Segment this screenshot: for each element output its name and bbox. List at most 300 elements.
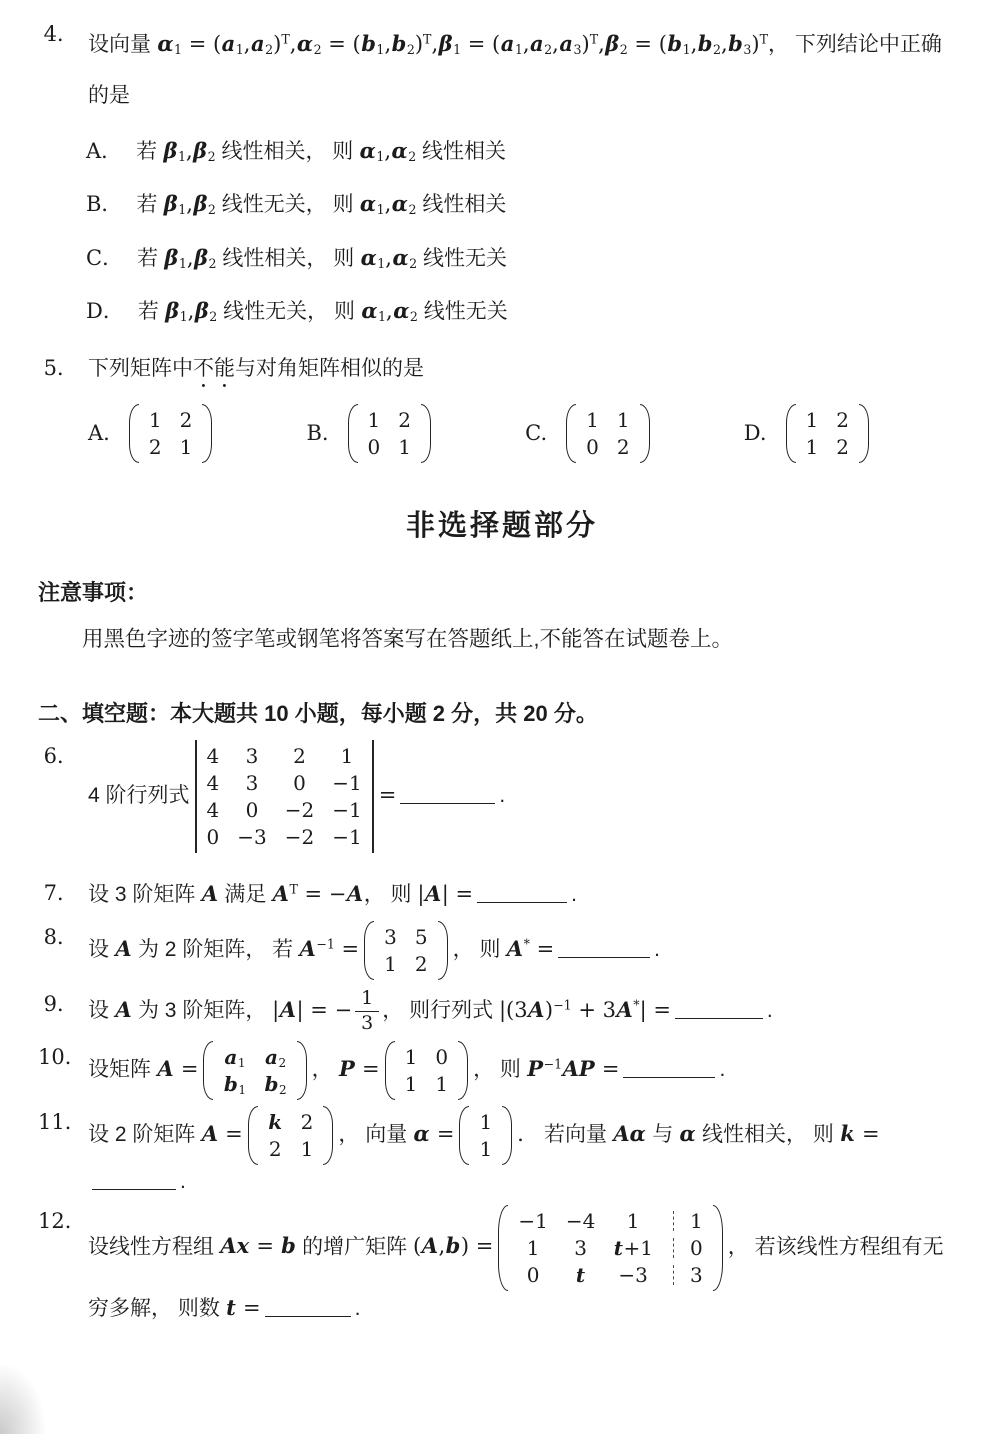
math-variable: t: [226, 1294, 236, 1320]
subscript: 2: [619, 42, 628, 58]
matrix-grid: [796, 404, 859, 463]
subscript: 2: [313, 42, 322, 58]
matrix-grid: [197, 740, 372, 853]
matrix-cell: [268, 1109, 283, 1134]
math-variable: Ax: [220, 1233, 250, 1259]
math-variable: a: [530, 31, 544, 56]
matrix-paren-right: [297, 1041, 307, 1100]
matrix-paren-right: [713, 1205, 723, 1291]
text-run: .: [180, 1169, 186, 1193]
matrix-cell: −1: [332, 770, 362, 795]
subscript: 1: [179, 309, 188, 325]
matrix-paren-left: [385, 1041, 395, 1100]
subscript: 1: [376, 42, 385, 58]
math-variable: A: [299, 936, 316, 962]
subscript: 1: [514, 42, 523, 58]
math-variable: a: [221, 31, 236, 56]
question-9-number: 9．: [43, 992, 78, 1017]
subscript: 2: [265, 42, 274, 58]
option-c-text: [137, 243, 507, 274]
subscript: 3: [573, 42, 582, 58]
math-variable: t: [613, 1235, 624, 1260]
question-12-body: [88, 1205, 966, 1326]
matrix-cell: 0: [435, 1044, 449, 1069]
matrix-cell: 1: [586, 407, 599, 432]
math-run: t =: [226, 1294, 261, 1320]
text-run: ， 向量: [338, 1122, 414, 1146]
text-run: 设: [88, 999, 115, 1023]
math-variable: β: [193, 137, 208, 163]
matrix-paren-left: [786, 404, 796, 463]
math-run: [201, 882, 218, 906]
math-run: Ax = b: [220, 1233, 296, 1259]
subscript: 2: [207, 202, 216, 218]
matrix-cell: 3: [245, 770, 259, 795]
subscript: 2: [208, 255, 217, 271]
question-12: [38, 1205, 966, 1326]
math-run: [115, 998, 132, 1022]
text-run: ， 则: [473, 1057, 527, 1081]
math-run: α =: [413, 1120, 455, 1146]
text-run: 若: [136, 193, 164, 217]
math-variable: β: [163, 137, 178, 163]
matrix-cell: 2: [836, 407, 849, 432]
matrix-cell: 1: [384, 952, 397, 977]
matrix-cell: 5: [414, 925, 428, 950]
math-run: k =: [840, 1120, 880, 1146]
option-d: [86, 296, 966, 327]
question-4-options: [86, 136, 966, 328]
matrix: [566, 404, 649, 463]
option-c: [525, 404, 654, 463]
matrix: [498, 1205, 722, 1291]
text-run: 4 阶行列式: [88, 783, 190, 807]
option-c-label: C．: [86, 245, 124, 270]
math-variable: α: [360, 244, 377, 270]
math-run: $\alpha_1 = (a_1,a_2)^T,\alpha_2 = (b_1,b_2)^T,\beta_1 = (a_1,a_2,a_3)^T,\beta_2 = (b_1,b_2,b_3)^T$: [157, 31, 768, 58]
matrix-cell: 1: [805, 434, 819, 459]
matrix-cell: 0: [245, 797, 259, 822]
question-5: [38, 352, 966, 392]
subscript: 1: [238, 1082, 247, 1097]
matrix-cell: 1: [404, 1071, 418, 1096]
superscript: *: [633, 997, 640, 1013]
text-run: ， 则: [363, 882, 418, 906]
matrix-cell: [265, 1044, 287, 1070]
math-variable: b: [281, 1233, 296, 1259]
matrix-cell: 2: [268, 1136, 282, 1161]
matrix-cell: 0: [586, 434, 599, 459]
math-variable: a: [559, 31, 573, 56]
matrix-grid: [374, 921, 437, 980]
subscript: 1: [174, 42, 183, 58]
math-variable: A: [157, 1055, 174, 1081]
option-c-label: C.: [525, 421, 548, 446]
math-variable: A: [115, 936, 132, 962]
subscript: 1: [376, 149, 385, 165]
math-run: A =: [157, 1055, 199, 1081]
text-run: 设向量: [88, 33, 157, 56]
matrix-cell: 1: [479, 1109, 493, 1134]
math-run: $A^T = -A$: [272, 880, 364, 906]
matrix-cell: 1: [673, 1211, 703, 1231]
matrix: [195, 740, 374, 853]
matrix-cell: 4: [206, 770, 220, 795]
math-variable: α: [361, 298, 378, 324]
matrix-cell: [223, 1071, 247, 1097]
matrix-cell: −1: [518, 1208, 548, 1233]
matrix-cell: 1: [526, 1235, 540, 1260]
math-variable: A: [616, 997, 633, 1023]
matrix-cell: 0: [526, 1262, 540, 1287]
matrix-paren-right: [640, 404, 650, 463]
matrix: [248, 1106, 334, 1165]
matrix-paren-right: [438, 921, 448, 980]
math-variable: A: [201, 1120, 218, 1146]
subscript: 2: [409, 309, 418, 325]
superscript: T: [289, 881, 298, 897]
math-variable: α: [392, 244, 409, 270]
fraction-numerator: 1: [355, 988, 379, 1012]
matrix: [459, 1106, 512, 1165]
matrix-cell: 1: [435, 1071, 449, 1096]
math-variable: α: [679, 1120, 696, 1146]
text-run: ． 若向量: [517, 1122, 613, 1146]
question-10: [38, 1041, 966, 1100]
matrix-cell: −2: [284, 797, 315, 822]
superscript: −1: [316, 936, 335, 952]
subscript: 1: [453, 42, 462, 58]
option-b: [86, 189, 966, 220]
answer-blank: [623, 1074, 715, 1078]
math-variable: α: [359, 137, 376, 163]
math-variable: AP: [562, 1055, 595, 1081]
math-run: $\beta_1,\beta_2$: [163, 191, 216, 218]
math-run: $\alpha_1,\alpha_2$: [359, 191, 417, 218]
math-variable: b: [728, 31, 743, 56]
question-11-number: 11．: [38, 1109, 86, 1134]
math-variable: A: [421, 1233, 438, 1259]
matrix-paren-left: [248, 1106, 258, 1165]
math-variable: A: [201, 880, 218, 906]
matrix-cell: 1: [300, 1136, 314, 1161]
determinant-bar-right: [372, 740, 374, 853]
math-variable: Aα: [613, 1120, 646, 1146]
matrix-paren-right: [458, 1041, 468, 1100]
question-8-number: 8．: [43, 925, 78, 950]
math-variable: α: [413, 1120, 430, 1146]
matrix-cell: 1: [148, 407, 162, 432]
superscript: −1: [543, 1056, 563, 1072]
matrix-grid: [469, 1106, 502, 1165]
option-a-label: A．: [86, 138, 123, 163]
matrix-cell: −2: [284, 824, 315, 849]
subscript: 1: [235, 42, 244, 58]
question-4: [38, 18, 966, 122]
option-b: [306, 404, 436, 463]
math-run: =: [378, 782, 397, 807]
math-variable: P: [527, 1055, 544, 1081]
matrix: [786, 404, 869, 463]
matrix-paren-left: [348, 404, 358, 463]
math-variable: b: [667, 31, 683, 56]
math-variable: α: [391, 191, 408, 217]
matrix-paren-left: [364, 921, 374, 980]
matrix-cell: t+1: [613, 1235, 654, 1260]
text-run: .: [654, 938, 661, 962]
question-5-stem: [88, 352, 966, 392]
option-d-label: D.: [743, 421, 767, 446]
fill-in-section-header: 二、填空题：本大题共 10 小题，每小题 2 分，共 20 分。: [38, 700, 598, 726]
option-a: [86, 136, 966, 167]
matrix-cell: 1: [340, 743, 354, 768]
answer-blank: [265, 1313, 351, 1317]
superscript: T: [589, 31, 599, 47]
matrix-cell: −3: [618, 1262, 648, 1287]
math-variable: β: [438, 31, 453, 56]
answer-blank: [92, 1186, 176, 1190]
matrix-paren-right: [502, 1106, 512, 1165]
question-12-number: 12．: [38, 1208, 86, 1233]
text-run: 线性相关: [416, 139, 507, 163]
matrix-cell: 2: [300, 1109, 314, 1134]
option-c-matrix: [561, 404, 654, 463]
matrix-paren-right: [323, 1106, 333, 1165]
math-variable: α: [296, 31, 314, 56]
matrix-cell: 2: [836, 434, 849, 459]
math-variable: β: [165, 298, 180, 324]
math-variable: b: [264, 1071, 279, 1096]
superscript: *: [523, 936, 530, 952]
matrix: [364, 921, 447, 980]
matrix-cell: 1: [626, 1208, 640, 1233]
matrix-cell: −1: [332, 824, 362, 849]
text-run: 下列矩阵中: [88, 356, 193, 380]
notes-body: 用黑色字迹的签字笔或钢笔将答案写在答题纸上,不能答在试题卷上。: [82, 626, 733, 651]
matrix-cell: 0: [206, 824, 220, 849]
math-run: $\alpha_1,\alpha_2$: [361, 298, 418, 325]
text-run: 设 2 阶矩阵: [88, 1122, 202, 1146]
text-run: 线性相关， 则: [215, 139, 360, 163]
matrix-cell: 2: [179, 407, 193, 432]
math-variable: β: [194, 298, 209, 324]
text-run: 穷多解， 则数: [88, 1296, 226, 1320]
matrix-paren-left: [129, 404, 139, 463]
math-run: $\beta_1,\beta_2$: [164, 244, 217, 271]
text-run: .: [571, 882, 577, 906]
matrix-cell: 2: [148, 434, 162, 459]
math-variable: A: [424, 880, 442, 906]
text-run: ， 若该线性方程组有无: [727, 1235, 944, 1259]
superscript: −1: [553, 997, 572, 1013]
option-a-matrix: [124, 404, 217, 463]
subscript: 2: [408, 202, 417, 218]
subscript: 1: [237, 1055, 246, 1070]
matrix-cell: 0: [293, 770, 306, 795]
subscript: 1: [178, 202, 187, 218]
matrix-grid: [258, 1106, 324, 1165]
matrix-cell: 0: [367, 434, 381, 459]
text-run: .: [766, 999, 773, 1023]
math-variable: A: [346, 880, 364, 906]
matrix-cell: [264, 1071, 287, 1097]
option-d-matrix: [781, 404, 874, 463]
notes-heading: 注意事项：: [38, 579, 149, 605]
matrix-cell: 3: [673, 1265, 703, 1285]
option-d: [744, 404, 874, 463]
math-variable: a: [500, 31, 515, 56]
math-variable: α: [359, 191, 377, 217]
math-run: $P^{-1}AP$ =: [527, 1055, 620, 1081]
question-6: [38, 740, 966, 853]
matrix-cell: 0: [673, 1238, 703, 1258]
matrix-grid: [139, 404, 202, 463]
matrix-cell: 2: [414, 952, 428, 977]
fraction-denominator: 3: [361, 1012, 374, 1035]
subscript: 2: [544, 42, 553, 58]
option-a-label: A.: [88, 421, 110, 446]
matrix-cell: 1: [179, 434, 193, 459]
answer-blank: [675, 1015, 763, 1019]
math-run: $\beta_1,\beta_2$: [163, 137, 216, 165]
matrix-cell: 2: [293, 743, 306, 768]
matrix-paren-left: [203, 1041, 213, 1100]
subscript: 2: [278, 1055, 287, 1070]
matrix-cell: −4: [565, 1208, 596, 1233]
subscript: 2: [409, 255, 418, 271]
option-a: [88, 404, 217, 463]
subscript: 1: [178, 255, 187, 271]
matrix-grid: [358, 404, 421, 463]
subscript: 2: [712, 42, 721, 58]
subscript: 1: [177, 149, 186, 165]
matrix-grid: [395, 1041, 458, 1100]
matrix-paren-right: [859, 404, 869, 463]
answer-blank: [477, 899, 567, 903]
option-b-label: B.: [306, 421, 329, 446]
matrix: [348, 404, 431, 463]
subscript: 3: [743, 42, 752, 58]
subscript: 2: [406, 42, 415, 58]
matrix-cell: 2: [398, 407, 412, 432]
text-run: 线性相关， 则: [216, 246, 361, 270]
superscript: T: [423, 31, 432, 47]
text-run: 的是: [88, 84, 130, 108]
matrix: [129, 404, 212, 463]
math-variable: t: [575, 1262, 586, 1287]
question-5-options: [88, 404, 874, 463]
matrix-paren-right: [421, 404, 431, 463]
math-variable: b: [361, 31, 376, 56]
math-variable: A: [279, 997, 297, 1023]
question-9: [38, 988, 966, 1035]
text-run: 与: [646, 1122, 680, 1146]
math-variable: β: [193, 191, 208, 217]
matrix-cell: [224, 1044, 246, 1070]
text-run: 的增广矩阵: [296, 1235, 413, 1259]
fraction: [355, 988, 379, 1035]
matrix-cell: 4: [206, 743, 220, 768]
text-run: 线性无关， 则: [217, 300, 361, 324]
math-variable: P: [339, 1055, 355, 1081]
subscript: 2: [408, 149, 417, 165]
matrix-cell: 1: [398, 434, 412, 459]
question-10-body: [88, 1041, 966, 1100]
matrix-cell: 1: [404, 1044, 418, 1069]
text-run: 设矩阵: [88, 1057, 157, 1081]
text-run: .: [354, 1296, 361, 1320]
math-variable: k: [268, 1109, 283, 1134]
math-variable: β: [194, 244, 209, 270]
matrix-grid: [213, 1041, 296, 1100]
question-11: [38, 1106, 966, 1199]
matrix-paren-right: [202, 404, 212, 463]
math-variable: A: [506, 936, 524, 962]
scan-artifact: [0, 1364, 46, 1434]
math-variable: A: [115, 997, 132, 1023]
subscript: 2: [207, 149, 216, 165]
text-run: 线性无关: [417, 246, 507, 270]
text-run: 设 3 阶矩阵: [88, 882, 202, 906]
math-run: $\alpha_1,\alpha_2$: [359, 137, 417, 165]
answer-blank: [558, 954, 650, 958]
option-b-label: B．: [86, 192, 123, 217]
matrix-cell: 1: [805, 407, 819, 432]
math-variable: b: [445, 1233, 461, 1259]
question-10-number: 10．: [38, 1044, 86, 1069]
option-b-text: [136, 189, 506, 220]
text-run: .: [499, 783, 506, 807]
subscript: 1: [377, 255, 386, 271]
math-variable: b: [223, 1071, 238, 1096]
math-variable: A: [528, 997, 545, 1023]
text-run: .: [719, 1057, 726, 1081]
math-run: $\beta_1,\beta_2$: [165, 298, 218, 325]
math-run: [613, 1122, 646, 1146]
matrix: [203, 1041, 306, 1100]
text-run: 线性无关， 则: [215, 193, 360, 217]
option-d-text: [138, 296, 508, 327]
math-variable: a: [224, 1044, 238, 1069]
question-4-stem: [88, 18, 966, 122]
question-11-body: [88, 1106, 966, 1199]
math-run: (A,b) =: [412, 1233, 494, 1259]
matrix-paren-left: [459, 1106, 469, 1165]
text-run: 若: [137, 246, 164, 270]
matrix-cell: 2: [616, 434, 630, 459]
text-run: ， 则行列式: [382, 999, 499, 1023]
math-variable: α: [393, 298, 410, 324]
math-run: P =: [339, 1055, 380, 1081]
question-8: [38, 921, 966, 980]
matrix-cell: −3: [237, 824, 267, 849]
math-variable: a: [250, 31, 265, 56]
matrix-cell: 3: [384, 925, 397, 950]
matrix-cell: 3: [574, 1235, 587, 1260]
math-variable: A: [272, 880, 289, 906]
math-run: $|(3A)^{-1} + 3A^*|$ =: [498, 997, 671, 1023]
matrix-cell: 1: [367, 407, 381, 432]
matrix-cell: 1: [616, 407, 630, 432]
text-run: 线性相关， 则: [696, 1122, 840, 1146]
option-d-label: D．: [86, 299, 124, 324]
option-a-text: [136, 136, 506, 167]
subscript: 2: [279, 1082, 287, 1097]
math-variable: α: [391, 137, 408, 163]
text-run: 为 3 阶矩阵，: [132, 999, 273, 1023]
option-c: [86, 243, 966, 274]
question-7: [38, 877, 966, 912]
